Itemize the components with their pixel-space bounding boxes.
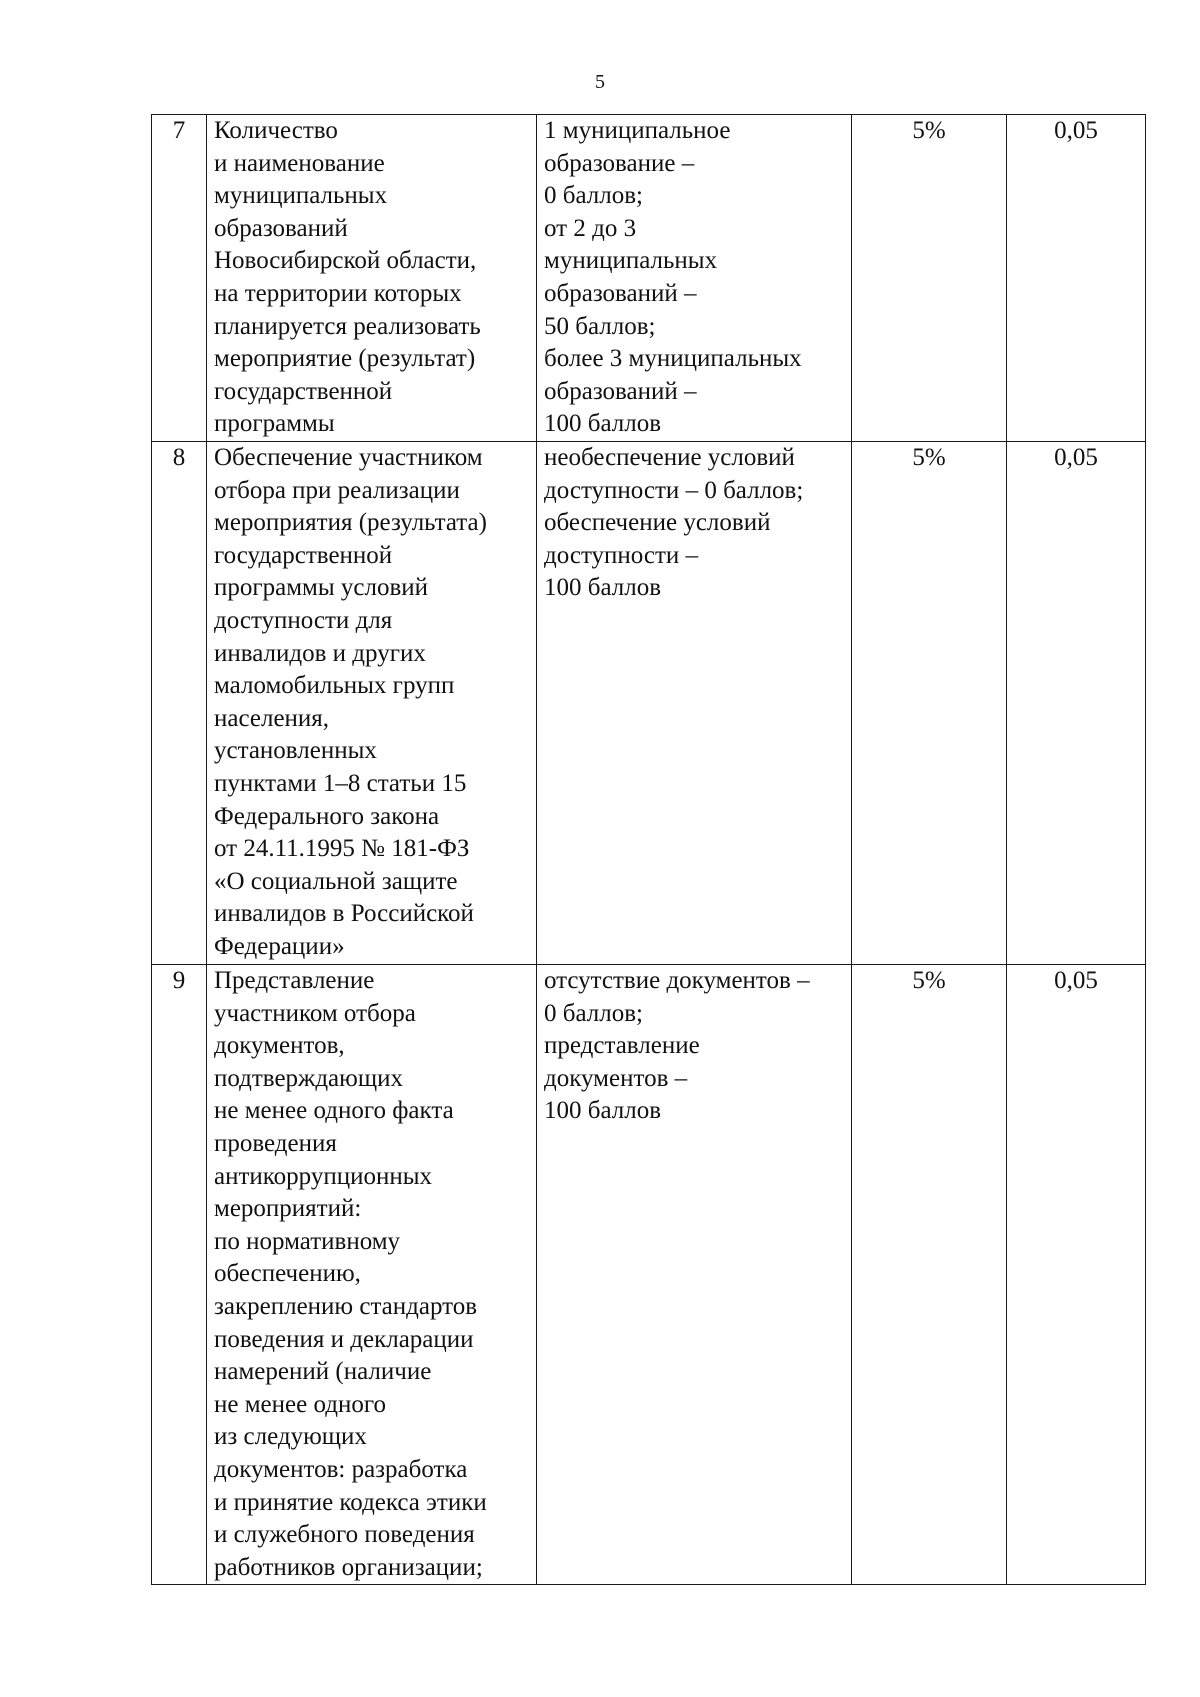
text-line: образований – <box>544 279 697 307</box>
text-line: отбора при реализации <box>214 476 460 504</box>
text-line: не менее одного <box>214 1390 386 1418</box>
text-line: доступности – 0 баллов; <box>544 476 804 504</box>
scoring-cell <box>537 115 852 442</box>
text-line: «О социальной защите <box>214 867 458 895</box>
text-line: от 2 до 3 <box>544 214 637 242</box>
text-line: участником отбора <box>214 999 416 1027</box>
text-line: планируется реализовать <box>214 312 481 340</box>
page-number: 5 <box>595 71 605 93</box>
text-line: инвалидов в Российской <box>214 900 474 928</box>
criteria-table <box>151 114 1146 1585</box>
criterion-cell <box>207 965 537 1585</box>
text-line: поведения и декларации <box>214 1325 474 1353</box>
text-line: и принятие кодекса этики <box>214 1488 487 1516</box>
row-number: 9 <box>152 965 207 1585</box>
table-row <box>152 965 1146 1585</box>
text-line: подтверждающих <box>214 1064 403 1092</box>
text-line: документов, <box>214 1032 345 1060</box>
text-line: более 3 муниципальных <box>544 345 802 373</box>
text-line: и служебного поведения <box>214 1521 475 1549</box>
text-line: мероприятие (результат) <box>214 345 476 373</box>
text-line: представление <box>544 1032 700 1060</box>
text-line: доступности для <box>214 606 393 634</box>
text-line: инвалидов и других <box>214 639 426 667</box>
text-line: проведения <box>214 1129 337 1157</box>
text-line: 0 баллов; <box>544 182 643 210</box>
text-line: 50 баллов; <box>544 312 656 340</box>
weight-cell: 5% <box>852 442 1007 965</box>
text-line: муниципальных <box>214 182 388 210</box>
coefficient-cell: 0,05 <box>1007 442 1146 965</box>
text-line: Федерации» <box>214 932 345 960</box>
text-line: работников организации; <box>214 1553 483 1581</box>
text-line: закреплению стандартов <box>214 1292 478 1320</box>
text-line: 100 баллов <box>544 410 662 438</box>
table-row <box>152 115 1146 442</box>
text-line: 100 баллов <box>544 574 662 602</box>
scoring-cell <box>537 442 852 965</box>
text-line: обеспечению, <box>214 1260 361 1288</box>
text-line: необеспечение условий <box>544 444 795 471</box>
text-line: документов: разработка <box>214 1455 468 1483</box>
text-line: документов – <box>544 1064 688 1092</box>
text-line: 0 баллов; <box>544 999 643 1027</box>
text-line: отсутствие документов – <box>544 967 810 994</box>
text-line: на территории которых <box>214 279 462 307</box>
table-row <box>152 442 1146 965</box>
text-line: установленных <box>214 737 377 765</box>
scoring-cell <box>537 965 852 1585</box>
weight-cell: 5% <box>852 965 1007 1585</box>
coefficient-cell: 0,05 <box>1007 115 1146 442</box>
text-line: муниципальных <box>544 247 718 275</box>
text-line: из следующих <box>214 1423 367 1451</box>
text-line: образований <box>214 214 348 242</box>
text-line: государственной <box>214 377 393 405</box>
text-line: программы условий <box>214 574 429 602</box>
text-line: программы <box>214 410 335 438</box>
row-number: 7 <box>152 115 207 442</box>
text-line: антикоррупционных <box>214 1162 433 1190</box>
coefficient-cell: 0,05 <box>1007 965 1146 1585</box>
text-line: мероприятия (результата) <box>214 509 487 537</box>
text-line: 100 баллов <box>544 1097 662 1125</box>
criterion-cell <box>207 442 537 965</box>
text-line: пунктами 1–8 статьи 15 <box>214 769 467 797</box>
text-line: Представление <box>214 967 375 994</box>
weight-cell: 5% <box>852 115 1007 442</box>
text-line: 1 муниципальное <box>544 117 731 144</box>
text-line: Количество <box>214 117 338 144</box>
text-line: маломобильных групп <box>214 672 455 700</box>
text-line: обеспечение условий <box>544 509 771 537</box>
text-line: мероприятий: <box>214 1195 362 1223</box>
text-line: от 24.11.1995 № 181-ФЗ <box>214 835 470 863</box>
text-line: Федерального закона <box>214 802 440 830</box>
text-line: населения, <box>214 704 330 732</box>
text-line: не менее одного факта <box>214 1097 454 1125</box>
text-line: Обеспечение участником <box>214 444 483 471</box>
criterion-cell <box>207 115 537 442</box>
text-line: образование – <box>544 149 695 177</box>
text-line: Новосибирской области, <box>214 247 477 275</box>
text-line: доступности – <box>544 541 699 569</box>
text-line: по нормативному <box>214 1227 401 1255</box>
text-line: и наименование <box>214 149 385 177</box>
text-line: намерений (наличие <box>214 1358 432 1386</box>
row-number: 8 <box>152 442 207 965</box>
text-line: государственной <box>214 541 393 569</box>
text-line: образований – <box>544 377 697 405</box>
